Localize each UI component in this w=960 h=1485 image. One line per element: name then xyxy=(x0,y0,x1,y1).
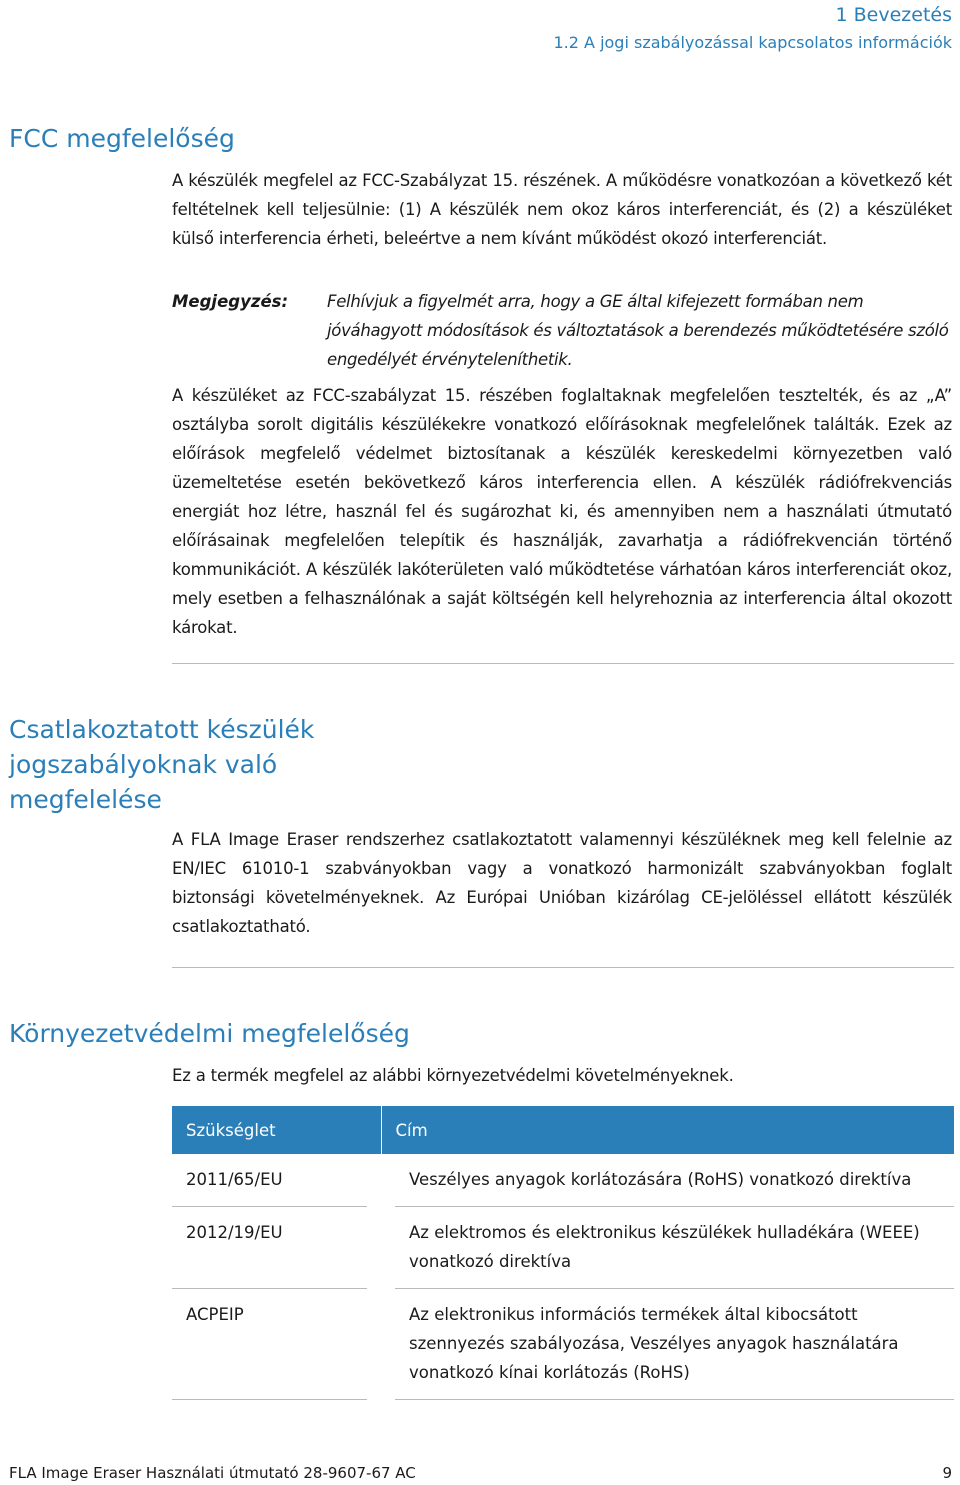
running-header-section: 1.2 A jogi szabályozással kapcsolatos információk xyxy=(553,33,952,52)
environment-intro: Ez a termék megfelel az alábbi környezetvédelmi követelményeknek. xyxy=(172,1066,734,1085)
table-cell-title: Veszélyes anyagok korlátozására (RoHS) vonatkozó direktíva xyxy=(381,1154,954,1207)
fcc-paragraph-1: A készülék megfelel az FCC-Szabályzat 15. részének. A működésre vonatkozóan a következő két feltételnek kell teljesülnie: (1) A készülék nem okoz káros interferenciát, és (2) a készüléket külső interferencia érheti, beleértve a nem kívánt működést okozó interferenciát. xyxy=(172,171,952,248)
connected-title-line-1: Csatlakoztatott készülék xyxy=(9,715,315,744)
connected-title-line-3: megfelelése xyxy=(9,785,162,814)
table-cell-title: Az elektromos és elektronikus készülékek hulladékára (WEEE) vonatkozó direktíva xyxy=(381,1207,954,1289)
note-label: Megjegyzés: xyxy=(172,292,289,311)
table-cell-requirement: ACPEIP xyxy=(172,1289,381,1400)
section-divider xyxy=(172,663,954,664)
table-cell-requirement: 2012/19/EU xyxy=(172,1207,381,1289)
table-row xyxy=(172,1207,954,1289)
note-text: Felhívjuk a figyelmét arra, hogy a GE által kifejezett formában nem jóváhagyott módosítások és változtatások a berendezés működtetésére szóló engedélyét érvényteleníthetik. xyxy=(327,292,949,369)
fcc-paragraph-2: A készüléket az FCC-szabályzat 15. részében foglaltaknak megfelelően tesztelték, és az „A” osztályba sorolt digitális készülékekre vonatkozó előírásoknak megfelelőnek találták. Ezek az előírások megfelelő védelmet biztosítanak a készülék kereskedelmi környezetben való üzemeltetése esetén bekövetkező káros interferencia ellen. A készülék rádiófrekvenciás energiát hoz létre, használ fel és sugározhat ki, és amennyiben nem a használati útmutató előírásainak megfelelően telepítik és használják, zavarhatja a rádiófrekvencián történő kommunikációt. A készülék lakóterületen való működtetése várhatóan káros interferenciát okoz, mely esetben a felhasználónak a saját költségén kell helyrehoznia az interferencia által okozott károkat. xyxy=(172,386,952,637)
footer-page-number: 9 xyxy=(942,1464,952,1482)
environment-section-title: Környezetvédelmi megfelelőség xyxy=(9,1019,410,1048)
requirements-table xyxy=(172,1106,954,1400)
table-cell-title: Az elektronikus információs termékek által kibocsátott szennyezés szabályozása, Veszélyes anyagok használatára vonatkozó kínai korlátozás (RoHS) xyxy=(381,1289,954,1400)
connected-section-title xyxy=(9,712,314,817)
column-header-title: Cím xyxy=(381,1106,954,1154)
table-row xyxy=(172,1289,954,1400)
fcc-section-title: FCC megfelelőség xyxy=(9,124,235,153)
table-row xyxy=(172,1154,954,1207)
running-header-chapter: 1 Bevezetés xyxy=(835,4,952,26)
footer-document-title: FLA Image Eraser Használati útmutató 28-9607-67 AC xyxy=(9,1464,416,1482)
connected-paragraph: A FLA Image Eraser rendszerhez csatlakoztatott valamennyi készüléknek meg kell felelnie az EN/IEC 61010-1 szabványokban vagy a vonatkozó harmonizált szabványokban foglalt biztonsági követelményeknek. Az Európai Unióban kizárólag CE-jelöléssel ellátott készülék csatlakoztatható. xyxy=(172,830,952,936)
column-header-requirement: Szükséglet xyxy=(172,1106,381,1154)
table-cell-requirement: 2011/65/EU xyxy=(172,1154,381,1207)
table-header-row xyxy=(172,1106,954,1154)
connected-title-line-2: jogszabályoknak való xyxy=(9,750,278,779)
section-divider xyxy=(172,967,954,968)
